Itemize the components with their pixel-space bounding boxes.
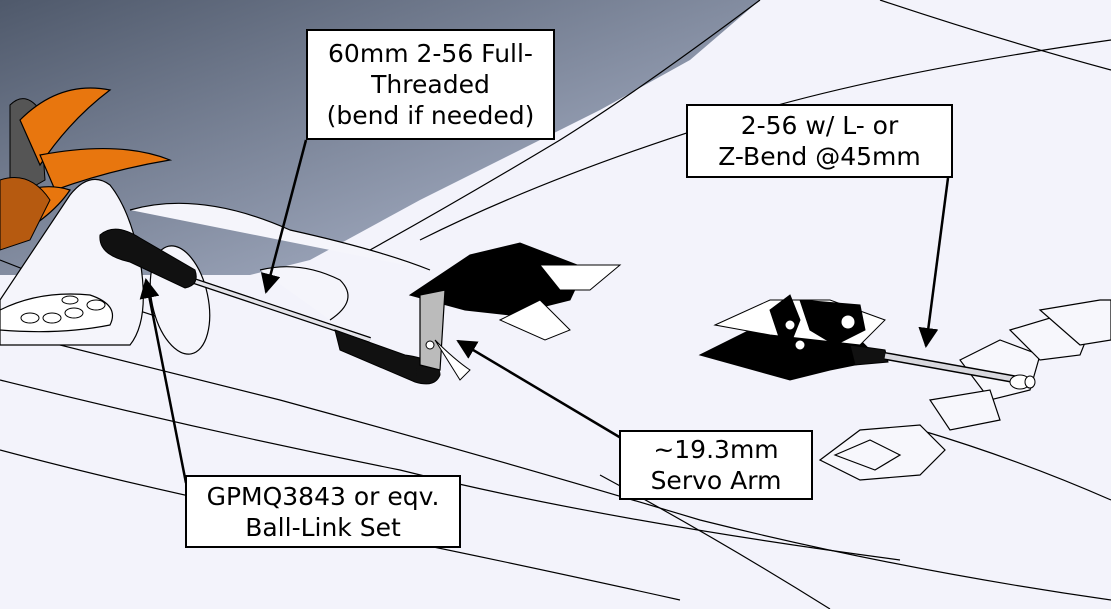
threaded-rod-label-line-1: 60mm 2-56 Full- [328,39,533,68]
zbend-rod-label-line-2: Z-Bend @45mm [718,142,921,171]
ball-link-label [185,475,461,548]
threaded-rod-label-line-3: (bend if needed) [326,101,535,130]
ball-link-label-line-2: Ball-Link Set [245,512,401,542]
threaded-rod-label-line-2: Threaded [371,70,490,99]
zbend-rod-label [686,104,953,178]
zbend-rod-label-line-1: 2-56 w/ L- or [740,111,899,140]
threaded-rod-label [306,29,555,140]
servo-arm-label-line-2: Servo Arm [650,466,782,495]
servo-arm-label [619,430,813,500]
ball-link-label-line-1: GPMQ3843 or eqv. [206,481,440,511]
servo-arm-label-line-1: ~19.3mm [653,435,779,464]
